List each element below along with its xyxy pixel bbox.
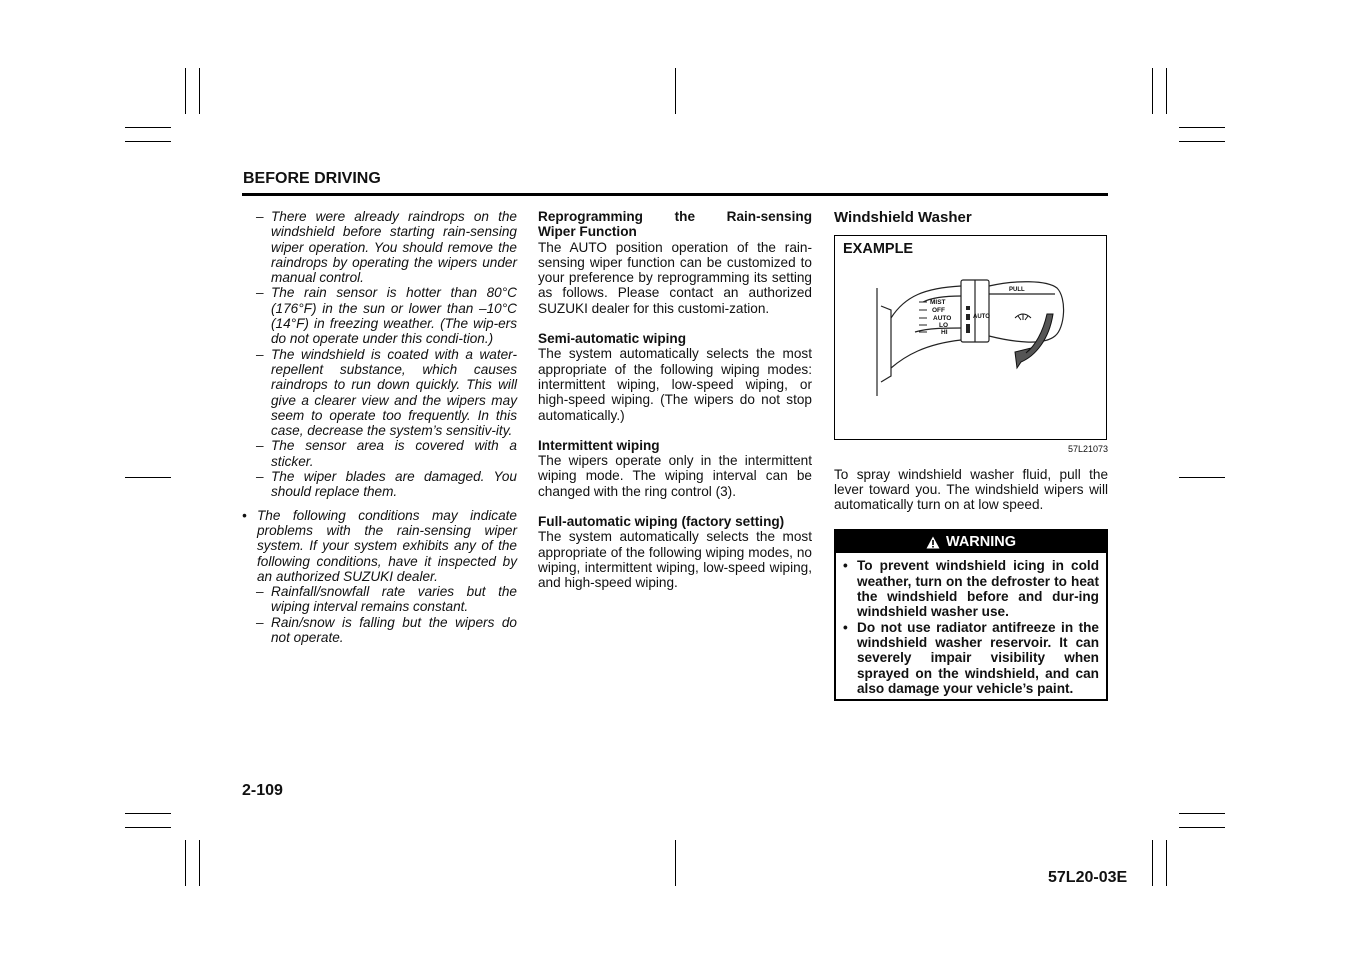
wiper-lever-illustration (835, 236, 1106, 439)
bullet-item: • The following conditions may indicate problems with the rain-sensing wiper system. If your system exhibits any of the following conditions, have it inspected by an authorized SUZUKI dealer. (242, 507, 517, 584)
crop-mark (675, 840, 676, 886)
semi-automatic-body: The system automatically selects the most appropriate of the following wiping modes: intermittent wiping, low-speed wiping, or high-speed wiping. (The wipers do not stop automatically.) (538, 346, 812, 423)
crop-mark (185, 840, 186, 886)
lever-label-pull: PULL (1009, 287, 1025, 294)
figure-label: EXAMPLE (843, 241, 914, 258)
column-left (242, 209, 517, 645)
crop-mark (1152, 68, 1153, 114)
list-item: – The sensor area is covered with a sticker. (256, 438, 517, 469)
lever-label-hi: HI (941, 329, 948, 337)
list-item: – The rain sensor is hotter than 80°C (176°F) in the sun or lower than –10°C (14°F) in freezing weather. (The wip-ers do not operate under this condi-tion.) (256, 285, 517, 347)
lever-label-mist: MIST (930, 299, 946, 307)
crop-mark (1166, 68, 1167, 114)
figure-code: 57L21073 (1067, 444, 1108, 455)
windshield-washer-title: Windshield Washer (834, 209, 972, 226)
crop-mark (199, 68, 200, 114)
lever-label-off: OFF (932, 307, 945, 315)
reprogramming-heading: Reprogramming the Rain-sensing Wiper Function (538, 209, 812, 240)
lever-label-auto: AUTO (933, 315, 952, 323)
page-number: 2-109 (242, 782, 283, 799)
list-item: – The wiper blades are damaged. You should replace them. (256, 469, 517, 500)
lever-label-auto-ring: AUTO (973, 314, 990, 321)
document-code: 57L20-03E (1048, 869, 1128, 886)
full-automatic-body: The system automatically selects the most appropriate of the following wiping modes, no wiping, intermittent wiping, low-speed wiping, and high-speed wiping. (538, 529, 812, 591)
intermittent-heading: Intermittent wiping (538, 437, 660, 453)
crop-mark (125, 127, 171, 128)
crop-mark (125, 141, 171, 142)
crop-mark (675, 68, 676, 114)
warning-triangle-icon (926, 536, 940, 549)
pull-arrow-icon (1015, 314, 1053, 368)
crop-mark (1152, 840, 1153, 886)
crop-mark (125, 813, 171, 814)
warning-header (836, 531, 1106, 553)
header-rule (242, 193, 1108, 196)
list-item: – There were already raindrops on the windshield before starting rain-sensing wiper operation. You should remove the raindrops by operating the wipers under manual control. (256, 209, 517, 286)
list-item: – Rainfall/snowfall rate varies but the wiping interval remains constant. (256, 584, 517, 615)
warning-item: • Do not use radiator antifreeze in the windshield washer reservoir. It can severely impair visibility when sprayed on the windshield, and can also damage your vehicle’s paint. (843, 619, 1099, 696)
crop-mark (1179, 127, 1225, 128)
crop-mark (1179, 477, 1225, 478)
reprogramming-body: The AUTO position operation of the rain-sensing wiper function can be customized to your preference by reprogramming its setting as follows. Please contact an authorized SUZUKI dealer for this customi-zation. (538, 239, 812, 316)
lever-label-lo: LO (939, 322, 949, 330)
lever-figure (834, 235, 1107, 440)
column-right (834, 209, 1108, 701)
warning-title: WARNING (945, 534, 1017, 551)
washer-body: To spray windshield washer fluid, pull the lever toward you. The windshield wipers will automatically turn on at low speed. (834, 466, 1108, 513)
crop-mark (199, 840, 200, 886)
washer-icon (1015, 314, 1031, 320)
list-item: – The windshield is coated with a water-repellent substance, which causes raindrops to run down quickly. This will give a clearer view and the wipers may seem to operate too frequently. In this case, decrease the system’s sensitiv-ity. (256, 346, 517, 439)
crop-mark (1179, 141, 1225, 142)
intermittent-body: The wipers operate only in the intermittent wiping mode. The wiping interval can be changed with the ring control (3). (538, 453, 812, 499)
semi-automatic-heading: Semi-automatic wiping (538, 331, 687, 347)
full-automatic-heading: Full-automatic wiping (factory setting) (538, 514, 785, 530)
warning-item: • To prevent windshield icing in cold weather, turn on the defroster to heat the windshield before and dur-ing windshield washer use. (843, 558, 1099, 620)
section-header: BEFORE DRIVING (243, 170, 381, 187)
crop-mark (1179, 813, 1225, 814)
crop-mark (1179, 827, 1225, 828)
column-middle (538, 209, 812, 591)
crop-mark (1166, 840, 1167, 886)
warning-body (836, 553, 1106, 699)
warning-box (834, 529, 1108, 701)
crop-mark (125, 827, 171, 828)
crop-mark (125, 477, 171, 478)
crop-mark (185, 68, 186, 114)
list-item: – Rain/snow is falling but the wipers do not operate. (256, 614, 517, 646)
